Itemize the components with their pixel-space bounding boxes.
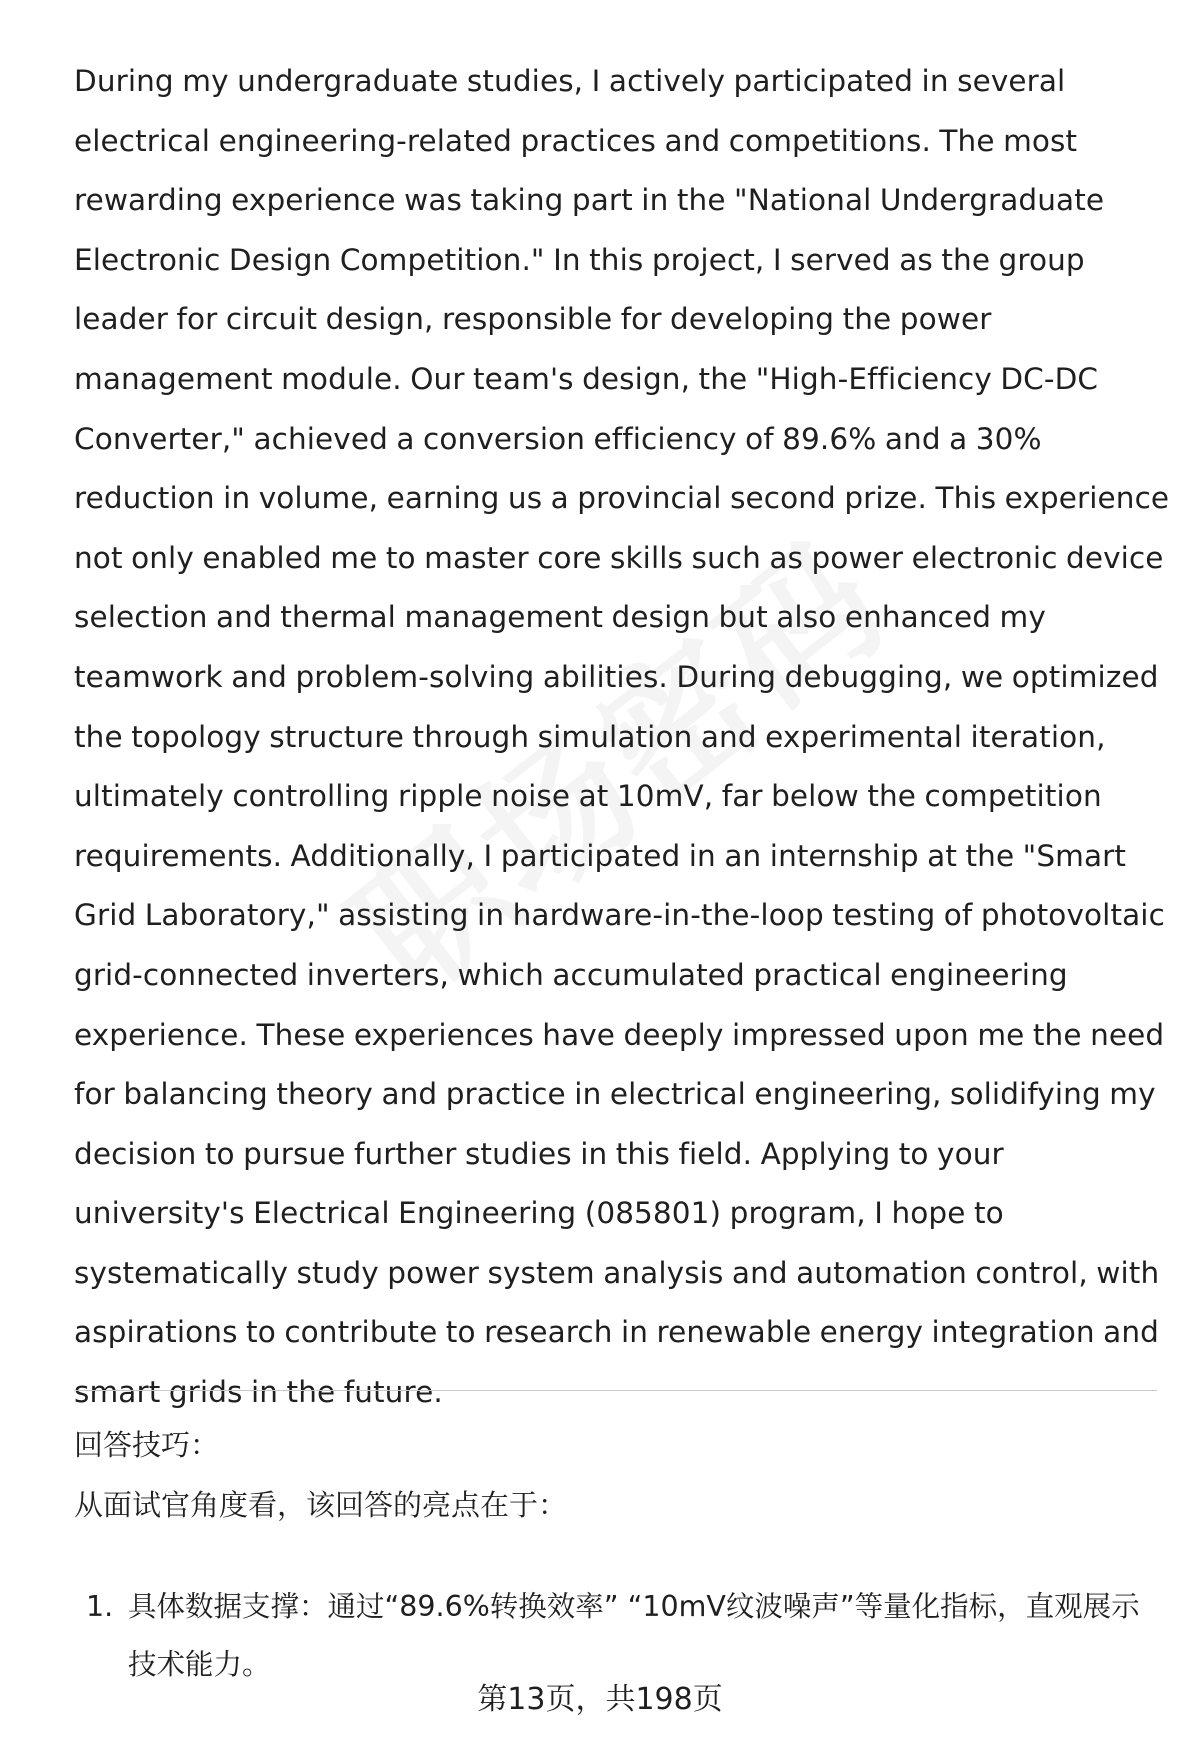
section-divider: [74, 1390, 1157, 1391]
answer-paragraph: During my undergraduate studies, I actively participated in several electrical engineering-related practices and competitions. The most rewarding experience was taking part in the "National Undergraduate Electronic Design Competition." In this project, I served as the group leader for circuit design, responsible for developing the power management module. Our team's design, the "High-Efficiency DC-DC Converter," achieved a conversion efficiency of 89.6% and a 30% reduction in volume, earning us a provincial second prize. This experience not only enabled me to master core skills such as power electronic device selection and thermal management design but also enhanced my teamwork and problem-solving abilities. During debugging, we optimized the topology structure through simulation and experimental iteration, ultimately controlling ripple noise at 10mV, far below the competition requirements. Additionally, I participated in an internship at the "Smart Grid Laboratory," assisting in hardware-in-the-loop testing of photovoltaic grid-connected inverters, which accumulated practical engineering experience. These experiences have deeply impressed upon me the need for balancing theory and practice in electrical engineering, solidifying my decision to pursue further studies in this field. Applying to your university's Electrical Engineering (085801) program, I hope to systematically study power system analysis and automation control, with aspirations to contribute to research in renewable energy integration and smart grids in the future.: [74, 64, 1170, 1410]
tips-intro: 从面试官角度看，该回答的亮点在于：: [74, 1488, 568, 1522]
page-number-footer: 第13页，共198页: [477, 1682, 723, 1717]
tips-item-number: 1.: [86, 1590, 114, 1623]
tips-item-text: 具体数据支撑：通过“89.6%转换效率” “10mV纹波噪声”等量化指标，直观展示技术能力。: [128, 1590, 1140, 1681]
tips-list: [74, 1578, 1157, 1694]
tips-heading: 回答技巧：: [74, 1428, 220, 1462]
tips-list-item: [74, 1578, 1157, 1694]
